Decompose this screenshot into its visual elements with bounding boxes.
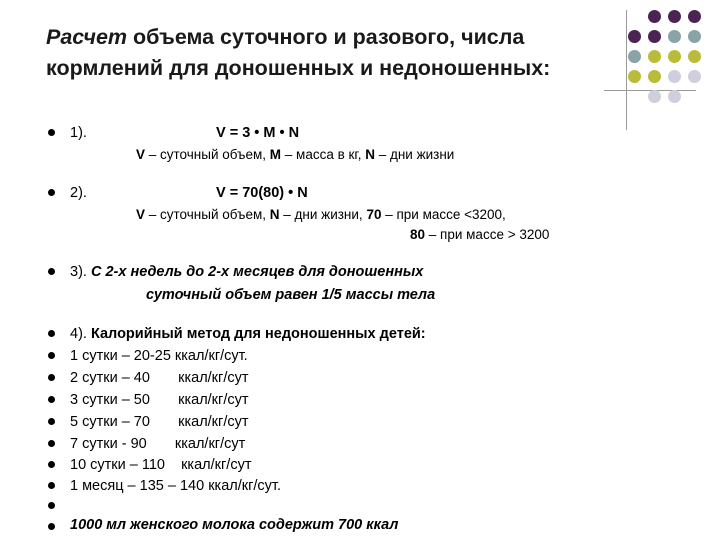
decor-dot — [688, 50, 701, 63]
bullet — [48, 502, 55, 509]
decor-dot — [668, 30, 681, 43]
decor-dot — [688, 70, 701, 83]
item2-number: 2). — [70, 185, 87, 201]
calorie-day2: 2 сутки – 40 ккал/кг/сут — [70, 370, 249, 386]
decor-dot — [648, 70, 661, 83]
item2-description: V – суточный объем, N – дни жизни, 70 – при массе <3200, — [136, 207, 506, 222]
calorie-day1: 1 сутки – 20-25 ккал/кг/сут. — [70, 348, 248, 364]
bullet — [48, 482, 55, 489]
bullet — [48, 352, 55, 359]
bullet — [48, 523, 55, 530]
decor-dot — [668, 10, 681, 23]
bullet — [48, 330, 55, 337]
item3-line1: 3). С 2-х недель до 2-х месяцев для доношенных — [70, 264, 424, 280]
decor-dot — [668, 90, 681, 103]
decor-dot — [628, 50, 641, 63]
title-italic: Расчет — [46, 25, 128, 49]
bullet — [48, 129, 55, 136]
calorie-day5: 5 сутки – 70 ккал/кг/сут — [70, 414, 249, 430]
bullet — [48, 374, 55, 381]
bullet — [48, 440, 55, 447]
item2-description-line2: 80 – при массе > 3200 — [410, 227, 550, 242]
bullet — [48, 189, 55, 196]
title-rest: объема суточного и разового, числа — [127, 25, 525, 49]
milk-note: 1000 мл женского молока содержит 700 ккал — [70, 517, 399, 533]
decor-dot-grid — [624, 10, 716, 122]
bullet — [48, 418, 55, 425]
decor-dot — [628, 70, 641, 83]
item2-formula: V = 70(80) • N — [216, 185, 308, 201]
decor-dot — [688, 10, 701, 23]
decor-dot — [648, 90, 661, 103]
decor-dot — [668, 50, 681, 63]
bullet — [48, 396, 55, 403]
bullet — [48, 268, 55, 275]
calorie-day3: 3 сутки – 50 ккал/кг/сут — [70, 392, 249, 408]
item3-line2: суточный объем равен 1/5 массы тела — [146, 287, 436, 303]
calorie-day10: 10 сутки – 110 ккал/кг/сут — [70, 457, 252, 473]
bullet — [48, 461, 55, 468]
decor-dot — [668, 70, 681, 83]
decor-dot — [628, 30, 641, 43]
item4: 4). Калорийный метод для недоношенных детей: — [70, 326, 426, 342]
calorie-month1: 1 месяц – 135 – 140 ккал/кг/сут. — [70, 478, 281, 494]
decor-dot — [688, 30, 701, 43]
calorie-day7: 7 сутки - 90 ккал/кг/сут — [70, 436, 246, 452]
title-line2: кормлений для доношенных и недоношенных: — [46, 56, 551, 80]
slide-title — [46, 22, 606, 84]
decor-dot — [648, 10, 661, 23]
item1-formula: V = 3 • M • N — [216, 125, 300, 141]
item1-description: V – суточный объем, M – масса в кг, N – дни жизни — [136, 147, 455, 162]
item1-number: 1). — [70, 125, 87, 141]
decor-dot — [648, 30, 661, 43]
decor-dot — [648, 50, 661, 63]
